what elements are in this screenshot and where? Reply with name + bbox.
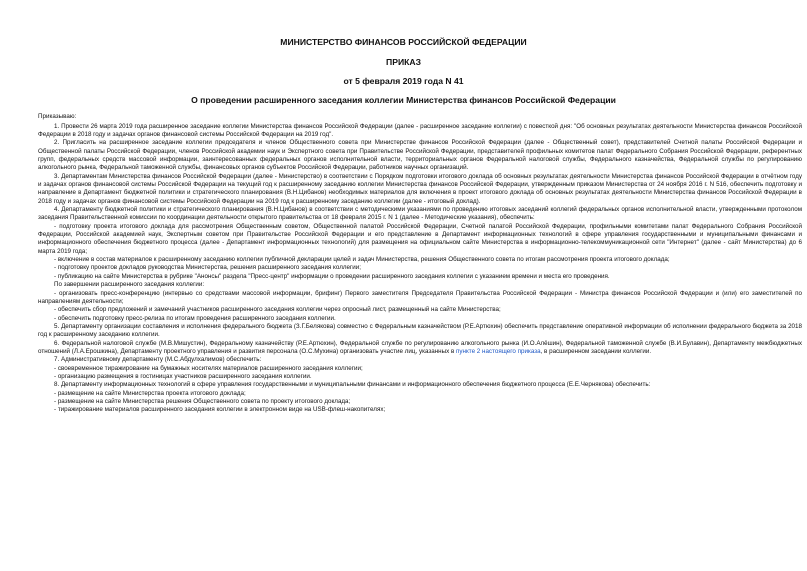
document-date-number: от 5 февраля 2019 года N 41	[343, 76, 464, 86]
document-type: ПРИКАЗ	[386, 57, 421, 67]
paragraph-7: 7. Административному департаменту (М.С.Абдулхалимов) обеспечить:	[54, 356, 262, 364]
paragraph-4-item-e: - организовать пресс-конференцию (интервью со средствами массовой информации, брифинг) Первого заместителя Председателя Правительства Российской Федерации - Министра финансов Российской Федерации и (или) его заместителей по направлениям деятельности;	[38, 289, 802, 305]
document-body	[38, 113, 802, 415]
paragraph-3: 3. Департаментам Министерства финансов Российской Федерации (далее - Министерство) в соответствии с Порядком подготовки итогового доклада об основных результатах деятельности Министерства финансов Российской Федерации в отчётном году и задачах органов финансовой системы Российской Федерации на текущий год к расширенному заседанию коллегии Министерства финансов Российской Федерации, утвержденным приказом Министерства от 24 ноября 2016 г. N 516, обеспечить подготовку и направление в Департамент бюджетной политики и стратегического планирования (В.Н.Цибанов) необходимых материалов для включения в проект итогового доклада об основных результатах деятельности Министерства финансов Российской Федерации в 2018 году и задачах органов финансовой системы Российской Федерации на 2019 год к расширенному заседанию коллегии (далее - итоговый доклад).	[38, 172, 802, 205]
paragraph-1: 1. Провести 26 марта 2019 года расширенное заседание коллегии Министерства финансов Российской Федерации (далее - расширенное заседание коллегии) с повесткой дня: "Об основных результатах деятельности Министерства финансов Российской Федерации в 2018 году и задачах органов финансовой системы Российской Федерации на 2019 год".	[38, 122, 802, 138]
paragraph-7-item-b: - организацию размещения в гостиницах участников расширенного заседания коллегии.	[54, 372, 312, 380]
paragraph-6	[38, 340, 802, 357]
paragraph-8: 8. Департаменту информационных технологий в сфере управления государственными и муниципальными финансами и информационного обеспечения бюджетного процесса (Е.Е.Чернякова) обеспечить:	[54, 381, 651, 389]
ministry-name: МИНИСТЕРСТВО ФИНАНСОВ РОССИЙСКОЙ ФЕДЕРАЦИИ	[280, 37, 527, 47]
paragraph-4-item-a: - подготовку проекта итогового доклада для рассмотрения Общественным советом, Общественной палатой Российской Федерации, Счетной палатой Российской Федерации, профильными комитетами палат Федерального Собрания Российской Федерации, Российской академией наук, Экспертным советом при Правительстве Российской Федерации и его представление в Департамент информационных технологий в сфере управления государственными и муниципальными финансами и информационного обеспечения бюджетного процесса (далее - Департамент информационных технологий) для размещения на официальном сайте Министерства в информационно-телекоммуникационной сети "Интернет" (далее - сайт Министерства) до 6 марта 2019 года;	[38, 222, 802, 255]
paragraph-4: 4. Департаменту бюджетной политики и стратегического планирования (В.Н.Цибанов) в соответствии с методическими указаниями по проведению итоговых заседаний коллегий федеральных органов исполнительной власти, утвержденными протоколом заседания Правительственной комиссии по координации деятельности открытого правительства от 18 февраля 2015 г. N 1 (далее - Методические указания), обеспечить:	[38, 206, 802, 222]
paragraph-4-item-g: - обеспечить подготовку пресс-релиза по итогам проведения расширенного заседания коллегии.	[54, 314, 336, 322]
paragraph-6-start: 6. Федеральной налоговой службе (М.В.Мишустин), Федеральному казначейству (Р.Е.Артюхин), Федеральной службе по регулированию алкогольного рынка (И.О.Алёшин), Федеральной таможенной службе (В.И.Булавин), Департаменту межбюджетных отношений (Л.А.Ерошкина), Департаменту проектного управления и развития персонала (О.С.Мухина) организовать участие лиц, указанных в	[38, 339, 802, 355]
paragraph-5: 5. Департаменту организации составления и исполнения федерального бюджета (З.Г.Белякова) совместно с Федеральным казначейством (Р.Е.Артюхин) обеспечить представление оперативной информации об исполнении федерального бюджета за 2018 год к расширенному заседанию коллегии.	[38, 322, 802, 339]
paragraph-4-item-b: - включение в состав материалов к расширенному заседанию коллегии публичной декларации целей и задач Министерства, решения Общественного совета по итогам рассмотрения проекта итогового доклада;	[54, 256, 670, 264]
paragraph-4-item-c: - подготовку проектов докладов руководства Министерства, решения расширенного заседания коллегии;	[54, 264, 361, 272]
paragraph-4-item-d: - публикацию на сайте Министерства в рубрике "Анонсы" раздела "Пресс-центр" информации о проведении расширенного заседания коллегии с указанием времени и места его проведения.	[54, 272, 610, 280]
paragraph-6-end: , в расширенном заседании коллегии.	[540, 347, 652, 355]
document-title: О проведении расширенного заседания коллегии Министерства финансов Российской Федерации	[191, 95, 616, 105]
paragraph-7-item-a: - своевременное тиражирование на бумажных носителях материалов расширенного заседания коллегии;	[54, 364, 363, 372]
paragraph-8-item-a: - размещение на сайте Министерства проекта итогового доклада;	[54, 389, 246, 397]
paragraph-8-item-c: - тиражирование материалов расширенного заседания коллегии в электронном виде на USB-флеш-накопителях;	[54, 406, 386, 414]
paragraph-4-after: По завершении расширенного заседания коллегии:	[54, 281, 205, 289]
clause-2-link[interactable]: пункте 2 настоящего приказа	[456, 347, 541, 355]
intro-text: Приказываю:	[38, 113, 77, 120]
paragraph-2: 2. Пригласить на расширенное заседание коллегии председателя и членов Общественного совета при Министерстве финансов Российской Федерации (далее - Общественный совет), представителей Счетной палаты Российской Федерации и Общественной палаты Российской Федерации, членов Российской академии наук и Экспертного совета при Правительстве Российской Федерации, представителей профильных комитетов палат Федерального Собрания Российской Федерации, референтных групп, федеральных средств массовой информации, заинтересованных федеральных органов исполнительной власти, территориальных органов Федеральной налоговой службы, Федерального казначейства, Федеральной службы по регулированию алкогольного рынка, Федеральной таможенной службы, финансовых органов субъектов Российской Федерации, работников научных организаций.	[38, 139, 802, 172]
paragraph-8-item-b: - размещение на сайте Министерства решения Общественного совета по проекту итогового доклада;	[54, 397, 351, 405]
paragraph-4-item-f: - обеспечить сбор предложений и замечаний участников расширенного заседания коллегии через опросный лист, размещенный на сайте Министерства;	[54, 306, 501, 314]
